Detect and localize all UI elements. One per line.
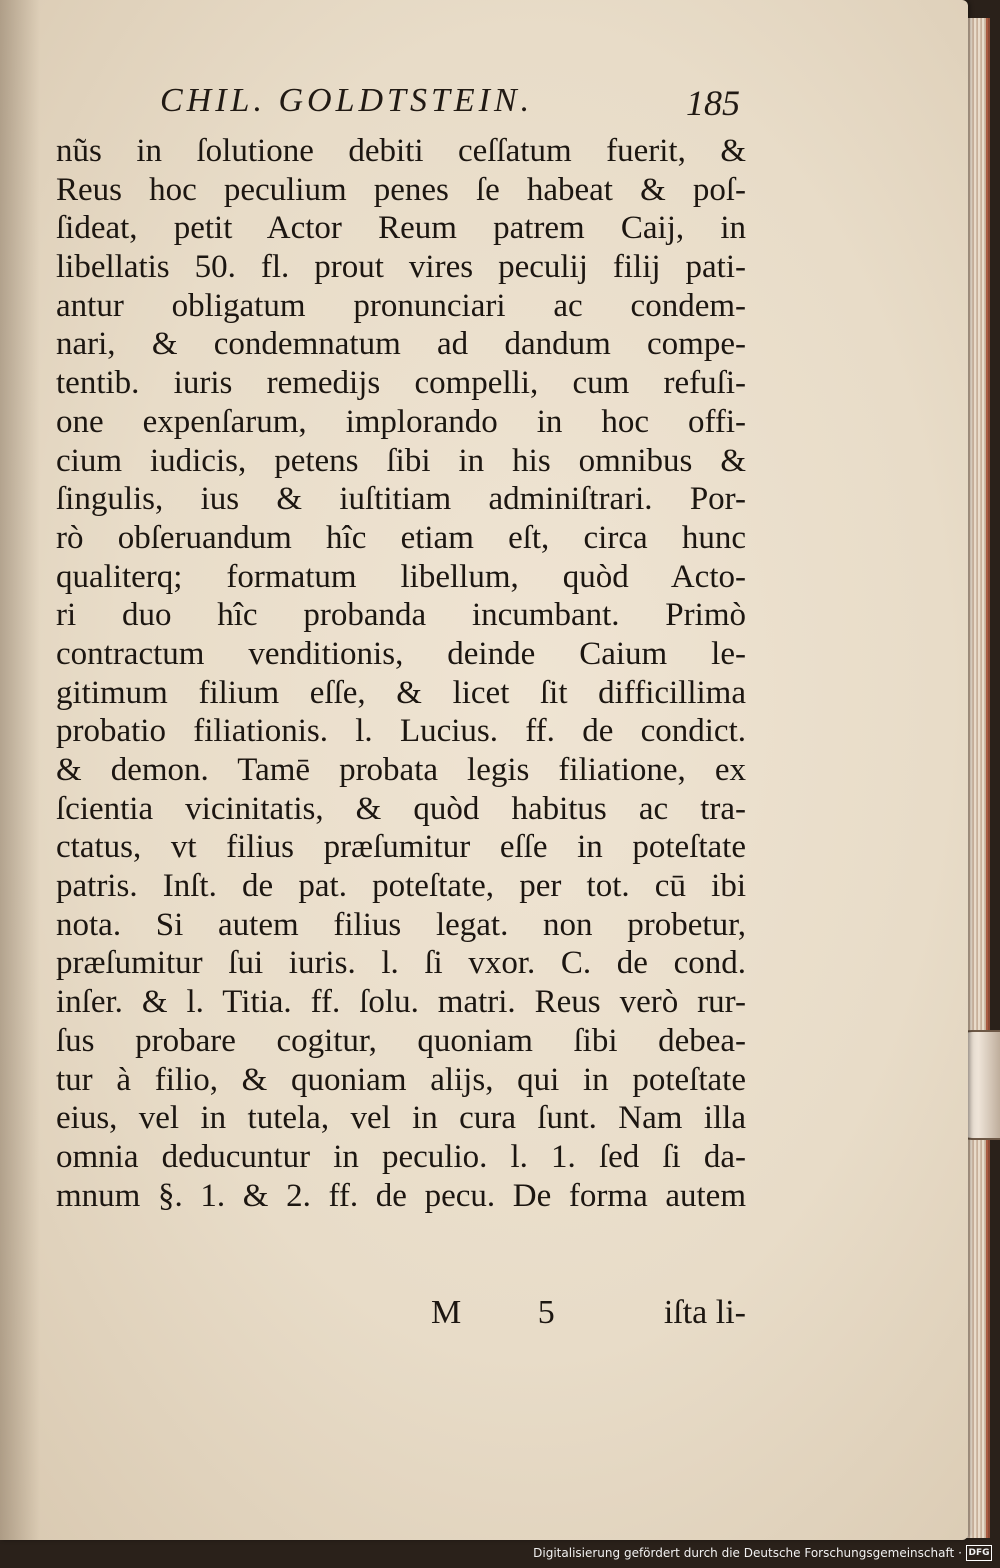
text-line: nari, & condemnatum ad dandum compe- bbox=[56, 326, 746, 363]
text-line: tentib. iuris remedijs compelli, cum refuſi- bbox=[56, 365, 746, 402]
digitization-credit: Digitalisierung gefördert durch die Deutsche Forschungsgemeinschaft · DFG bbox=[533, 1542, 992, 1564]
text-line: eius, vel in tutela, vel in cura ſunt. Nam illa bbox=[56, 1100, 746, 1137]
text-line: omnia deducuntur in peculio. l. 1. ſed ſi da- bbox=[56, 1138, 746, 1175]
text-line: & demon. Tamē probata legis filiatione, ex bbox=[56, 752, 746, 788]
text-line: cium iudicis, petens ſibi in his omnibus & bbox=[56, 442, 746, 479]
text-line: ſcientia vicinitatis, & quòd habitus ac tra- bbox=[56, 790, 746, 827]
text-line: gitimum filium eſſe, & licet ſit difficillima bbox=[56, 674, 746, 711]
signature-mark: M 5 bbox=[431, 1294, 589, 1331]
text-line: rò obſeruandum hîc etiam eſt, circa hunc bbox=[56, 519, 746, 556]
body-text bbox=[56, 132, 746, 1215]
gutter-shadow bbox=[0, 0, 40, 1540]
text-line: one expenſarum, implorando in hoc offi- bbox=[56, 403, 746, 440]
credit-text: Digitalisierung gefördert durch die Deutsche Forschungsgemeinschaft bbox=[533, 1546, 955, 1560]
text-line: patris. Inſt. de pat. poteſtate, per tot. cū ibi bbox=[56, 868, 746, 905]
catchword: iſta li- bbox=[663, 1294, 746, 1331]
text-line: ſideat, petit Actor Reum patrem Caij, in bbox=[56, 210, 746, 247]
text-line: ſingulis, ius & iuſtitiam adminiſtrari. Por- bbox=[56, 481, 746, 518]
text-line: antur obligatum pronunciari ac condem- bbox=[56, 287, 746, 324]
text-line: ctatus, vt filius præſumitur eſſe in poteſtate bbox=[56, 829, 746, 866]
text-line: inſer. & l. Titia. ff. ſolu. matri. Reus verò rur- bbox=[56, 984, 746, 1021]
text-line: mnum §. 1. & 2. ff. de pecu. De forma autem bbox=[56, 1177, 746, 1214]
dfg-logo-icon: DFG bbox=[966, 1545, 992, 1561]
text-line: tur à filio, & quoniam alijs, qui in poteſtate bbox=[56, 1061, 746, 1098]
text-line: nũs in ſolutione debiti ceſſatum fuerit, & bbox=[56, 133, 746, 169]
text-line: contractum venditionis, deinde Caium le- bbox=[56, 635, 746, 672]
text-line: ſus probare cogitur, quoniam ſibi debea- bbox=[56, 1022, 746, 1059]
page-footer bbox=[56, 1294, 746, 1340]
text-line: probatio filiationis. l. Lucius. ff. de condict. bbox=[56, 713, 746, 750]
text-line: præſumitur ſui iuris. l. ſi vxor. C. de cond. bbox=[56, 945, 746, 982]
text-line: ri duo hîc probanda incumbant. Primò bbox=[56, 597, 746, 634]
running-head-title: CHIL. GOLDTSTEIN. bbox=[160, 82, 534, 119]
text-line: nota. Si autem filius legat. non probetur, bbox=[56, 906, 746, 943]
page-number: 185 bbox=[686, 83, 740, 123]
text-line: libellatis 50. fl. prout vires peculij filij pati- bbox=[56, 249, 746, 286]
text-line: qualiterq; formatum libellum, quòd Acto- bbox=[56, 558, 746, 595]
running-head bbox=[160, 82, 740, 128]
text-line: Reus hoc peculium penes ſe habeat & poſ- bbox=[56, 171, 746, 208]
